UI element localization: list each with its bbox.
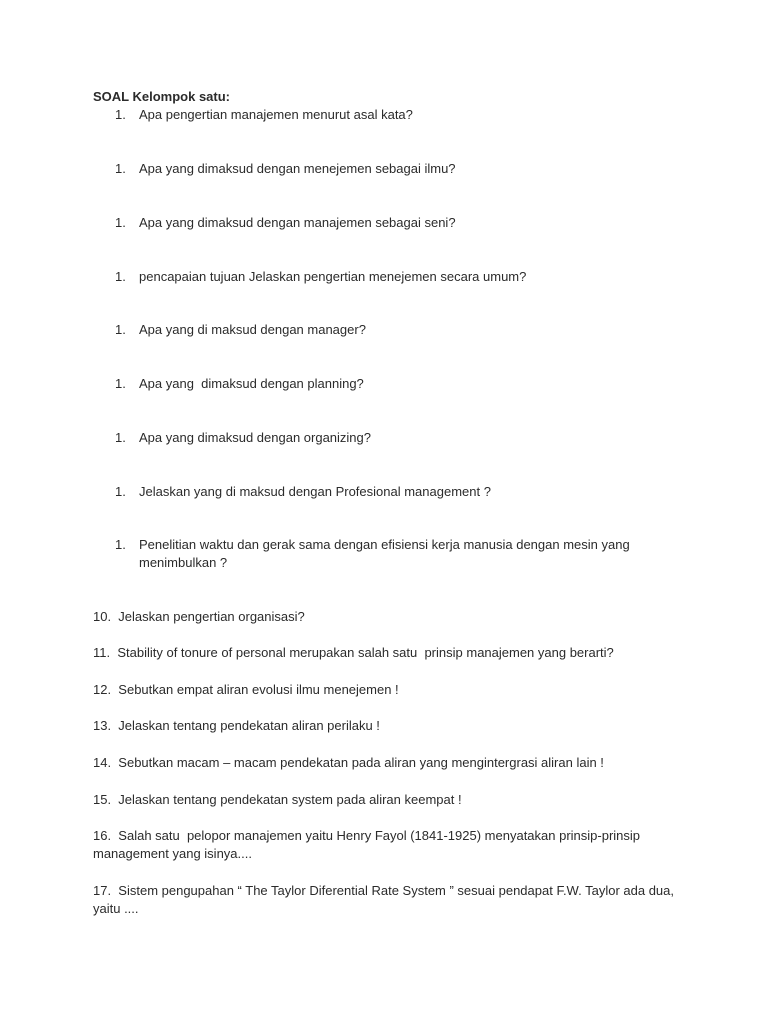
question-number: 1. xyxy=(115,107,126,122)
question-item: 10. Jelaskan pengertian organisasi? xyxy=(93,609,305,624)
question-text: pencapaian tujuan Jelaskan pengertian menejemen secara umum? xyxy=(139,269,527,284)
question-item: 13. Jelaskan tentang pendekatan aliran perilaku ! xyxy=(93,718,380,733)
question-text: Jelaskan yang di maksud dengan Profesional management ? xyxy=(139,484,491,499)
section-heading: SOAL Kelompok satu: xyxy=(93,89,231,104)
question-number: 1. xyxy=(115,537,126,552)
question-item: 17. Sistem pengupahan “ The Taylor Diferential Rate System ” sesuai pendapat F.W. Taylor ada dua, yaitu .... xyxy=(93,883,678,916)
question-text: Apa yang dimaksud dengan menejemen sebagai ilmu? xyxy=(139,161,456,176)
question-number: 1. xyxy=(115,484,126,499)
question-number: 1. xyxy=(115,161,126,176)
question-text: Penelitian waktu dan gerak sama dengan efisiensi kerja manusia dengan mesin yang menimbulkan ? xyxy=(139,537,634,570)
question-number: 1. xyxy=(115,376,126,391)
question-item: 12. Sebutkan empat aliran evolusi ilmu menejemen ! xyxy=(93,682,399,697)
question-item: 15. Jelaskan tentang pendekatan system pada aliran keempat ! xyxy=(93,792,462,807)
question-number: 1. xyxy=(115,215,126,230)
question-item: 16. Salah satu pelopor manajemen yaitu Henry Fayol (1841-1925) menyatakan prinsip-prinsip management yang isinya.... xyxy=(93,828,644,861)
question-text: Apa yang dimaksud dengan planning? xyxy=(139,376,364,391)
question-item: 11. Stability of tonure of personal merupakan salah satu prinsip manajemen yang berarti? xyxy=(93,645,614,660)
question-number: 1. xyxy=(115,269,126,284)
question-text: Apa yang dimaksud dengan manajemen sebagai seni? xyxy=(139,215,456,230)
question-text: Apa pengertian manajemen menurut asal kata? xyxy=(139,107,413,122)
question-item: 14. Sebutkan macam – macam pendekatan pada aliran yang mengintergrasi aliran lain ! xyxy=(93,755,604,770)
question-number: 1. xyxy=(115,430,126,445)
question-text: Apa yang di maksud dengan manager? xyxy=(139,322,366,337)
question-text: Apa yang dimaksud dengan organizing? xyxy=(139,430,372,445)
question-number: 1. xyxy=(115,322,126,337)
